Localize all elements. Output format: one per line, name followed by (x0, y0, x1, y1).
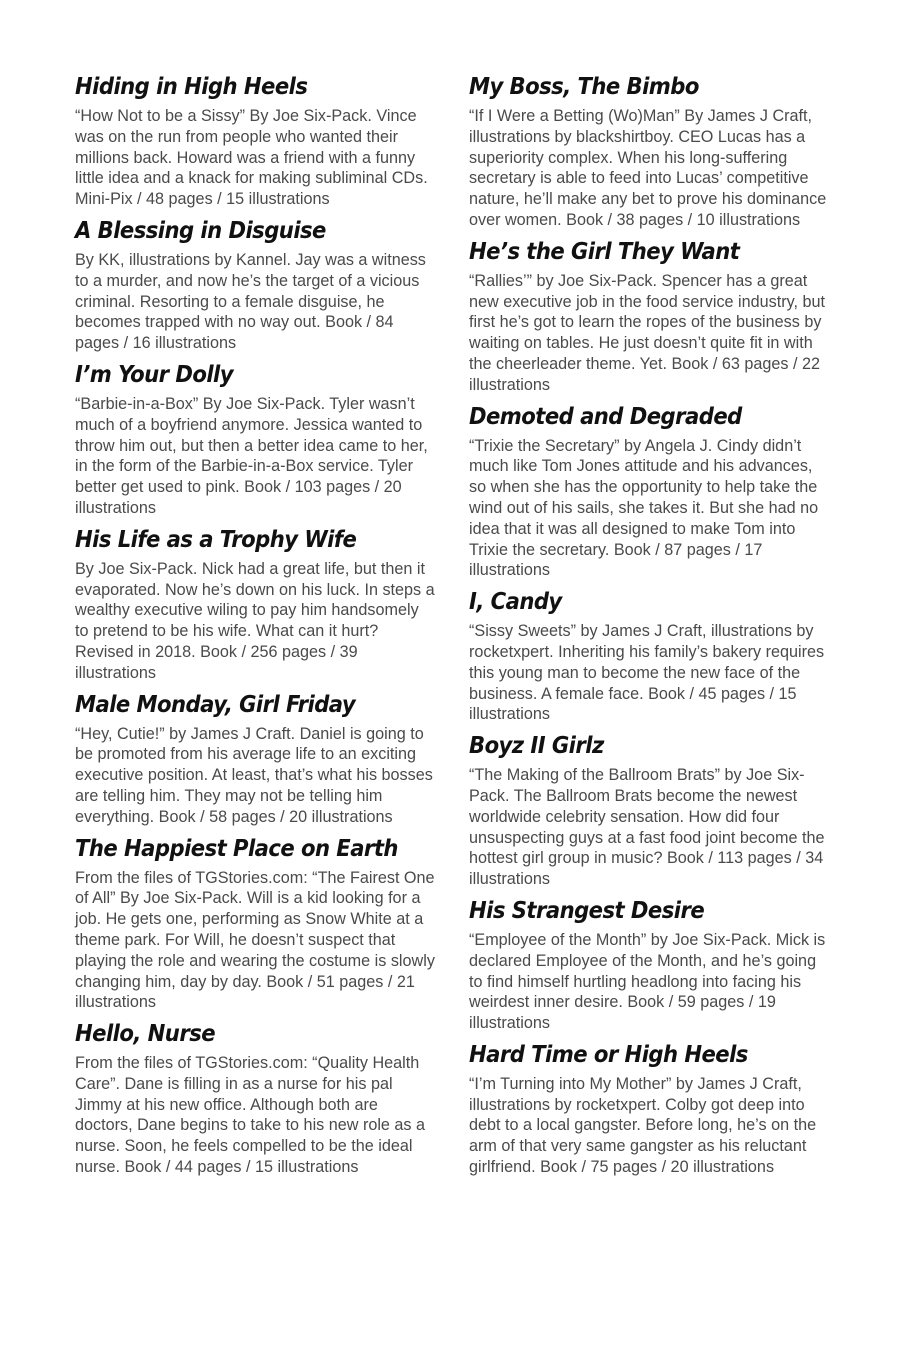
book-entry (469, 1038, 829, 1182)
book-entry (469, 729, 829, 894)
book-title: I’m Your Dolly (75, 361, 234, 388)
book-entry (75, 214, 435, 358)
book-title: Hard Time or High Heels (469, 1041, 748, 1068)
left-column (75, 70, 435, 1182)
book-description: “Employee of the Month” by Joe Six-Pack. Mick is declared Employee of the Month, and he’s going to find himself hurtling headlong into facing his weirdest inner desire. Book / 59 pages / 19 illustrations (469, 930, 826, 1033)
book-title: Hello, Nurse (75, 1021, 216, 1048)
book-entry (75, 832, 435, 1018)
book-title: The Happiest Place on Earth (75, 835, 398, 862)
book-description: “The Making of the Ballroom Brats” by Joe Six-Pack. The Ballroom Brats become the newest worldwide celebrity sensation. How did four unsuspecting guys at a fast food joint become the hottest girl group in music? Book / 113 pages / 34 illustrations (469, 766, 825, 889)
book-title: My Boss, The Bimbo (469, 74, 699, 100)
book-description: By Joe Six-Pack. Nick had a great life, but then it evaporated. Now he’s down on his luck. In steps a wealthy executive wiling to pay him handsomely to pretend to be his wife. What can it hurt? Revised in 2018. Book / 256 pages / 39 illustrations (75, 559, 435, 682)
book-entry (75, 358, 435, 523)
book-entry (469, 400, 829, 586)
book-entry (469, 894, 829, 1038)
book-entry (469, 70, 829, 235)
book-description: “Hey, Cutie!” by James J Craft. Daniel is going to be promoted from his average life to an exciting executive position. At least, that’s what his bosses are telling him. They may not be telling him everything. Book / 58 pages / 20 illustrations (75, 724, 433, 826)
book-title: His Strangest Desire (469, 897, 705, 924)
book-description: From the files of TGStories.com: “Quality Health Care”. Dane is filling in as a nurse for his pal Jimmy at his new office. Although both are doctors, Dane begins to take to his new role as a nurse. Soon, he feels compelled to be the ideal nurse. Book / 44 pages / 15 illustrations (75, 1054, 426, 1177)
book-entry (469, 235, 829, 400)
book-title: Boyz II Girlz (469, 733, 604, 760)
book-description: From the files of TGStories.com: “The Fairest One of All” By Joe Six-Pack. Will is a kid looking for a job. He gets one, performing as Snow White at a theme park. For Will, he doesn’t suspect that playing the role and wearing the costume is slowly changing him, day by day. Book / 51 pages / 21 illustrations (75, 868, 435, 1012)
book-description: “Trixie the Secretary” by Angela J. Cindy didn’t much like Tom Jones attitude and his advances, so when she has the opportunity to help take the wind out of his sails, she takes it. But she had no idea that it was all designed to make Tom into Trixie the secretary. Book / 87 pages / 17 illustrations (469, 436, 819, 580)
book-entry (75, 523, 435, 688)
book-description: “Sissy Sweets” by James J Craft, illustrations by rocketxpert. Inheriting his family’s bakery requires this young man to become the new face of the business. A female face. Book / 45 pages / 15 illustrations (469, 622, 825, 724)
book-description: By KK, illustrations by Kannel. Jay was a witness to a murder, and now he’s the target of a vicious criminal. Resorting to a female disguise, he becomes trapped with no way out. Book / 84 pages / 16 illustrations (75, 250, 426, 353)
book-description: “Rallies’” by Joe Six-Pack. Spencer has a great new executive job in the food service industry, but first he’s got to learn the ropes of the business by waiting on tables. He just doesn’t quite fit in with the cheerleader theme. Yet. Book / 63 pages / 22 illustrations (469, 271, 826, 394)
book-title: Demoted and Degraded (469, 403, 742, 430)
book-title: A Blessing in Disguise (75, 217, 326, 244)
book-title: Hiding in High Heels (75, 74, 308, 100)
book-title: Male Monday, Girl Friday (75, 691, 356, 718)
book-entry (75, 1017, 435, 1182)
book-entry (75, 70, 435, 214)
book-description: “If I Were a Betting (Wo)Man” By James J Craft, illustrations by blackshirtboy. CEO Lucas has a superiority complex. When his long-suffering secretary is able to feed into Lucas’ competitive nature, he’ll make any bet to prove his dominance over women. Book / 38 pages / 10 illustrations (469, 107, 827, 229)
right-column (469, 70, 829, 1182)
book-title: I, Candy (469, 589, 562, 616)
book-description: “I’m Turning into My Mother” by James J Craft, illustrations by rocketxpert. Colby got deep into debt to a local gangster. Before long, he’s on the arm of that very same gangster as his reluctant girlfriend. Book / 75 pages / 20 illustrations (469, 1074, 817, 1177)
book-entry (75, 688, 435, 832)
book-description: “Barbie-in-a-Box” By Joe Six-Pack. Tyler wasn’t much of a boyfriend anymore. Jessica wanted to throw him out, but then a better idea came to her, in the form of the Barbie-in-a-Box service. Tyler better get used to pink. Book / 103 pages / 20 illustrations (75, 394, 428, 517)
book-description: “How Not to be a Sissy” By Joe Six-Pack. Vince was on the run from people who wanted their millions back. Howard was a friend with a funny little idea and a knack for making subliminal CDs. Mini-Pix / 48 pages / 15 illustrations (75, 107, 428, 209)
book-title: He’s the Girl They Want (469, 238, 740, 265)
book-entry (469, 585, 829, 729)
book-title: His Life as a Trophy Wife (75, 526, 357, 553)
